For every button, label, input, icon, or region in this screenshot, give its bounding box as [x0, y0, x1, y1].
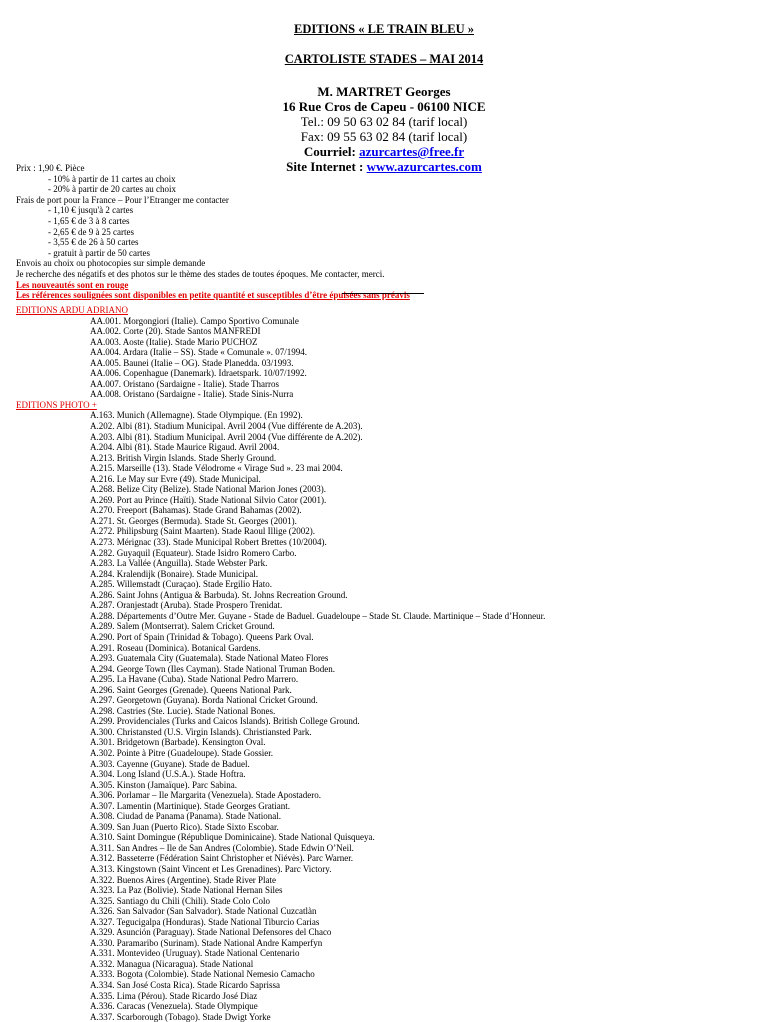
email-link[interactable]: azurcartes@free.fr — [359, 144, 465, 159]
section-heading: EDITIONS ARDU ADRIANO — [16, 305, 128, 315]
catalog-list — [16, 305, 756, 1022]
catalog-item: A.203. Albi (81). Stadium Municipal. Avril 2004 (Vue différente de A.202). — [90, 431, 363, 442]
catalog-item: A.332. Managua (Nicaragua). Stade National — [90, 958, 254, 969]
catalog-item: A.313. Kingstown (Saint Vincent et Les Grenadines). Parc Victory. — [90, 863, 332, 874]
catalog-item: A.337. Scarborough (Tobago). Stade Dwigt Yorke — [90, 1011, 271, 1022]
catalog-item: A.294. George Town (Iles Cayman). Stade National Truman Boden. — [90, 663, 336, 674]
document-subtitle: CARTOLISTE STADES – MAI 2014 — [284, 52, 484, 66]
catalog-item: A.330. Paramaribo (Surinam). Stade National Andre Kamperfyn — [90, 937, 323, 948]
catalog-item: AA.006. Copenhague (Danemark). Idraetspark. 10/07/1992. — [90, 368, 307, 379]
catalog-item: A.298. Castries (Ste. Lucie). Stade National Bones. — [90, 705, 276, 716]
catalog-item: A.295. La Havane (Cuba). Stade National Pedro Marrero. — [90, 674, 299, 685]
catalog-item: A.302. Pointe à Pitre (Guadeloupe). Stade Gossier. — [90, 747, 273, 758]
contact-email-line — [0, 144, 768, 159]
catalog-item: A.309. San Juan (Puerto Rico). Stade Sixto Escobar. — [90, 821, 279, 832]
catalog-item: A.336. Caracas (Venezuela). Stade Olympique — [90, 1001, 258, 1012]
document-title: EDITIONS « LE TRAIN BLEU » — [293, 22, 475, 36]
price-line: Prix : 1,90 €. Pièce — [16, 163, 85, 173]
section-heading: EDITIONS PHOTO + — [16, 399, 97, 410]
catalog-item: A.282. Guyaquil (Equateur). Stade Isidro Romero Carbo. — [90, 547, 297, 558]
catalog-item: A.270. Freeport (Bahamas). Stade Grand Bahamas (2002). — [90, 505, 302, 516]
research-line: Je recherche des négatifs et des photos sur le thème des stades de toutes époques. Me contacter, merci. — [16, 268, 385, 279]
catalog-item: A.329. Asunción (Paraguay). Stade National Defensores del Chaco — [90, 927, 332, 938]
catalog-item: A.204. Albi (81). Stade Maurice Rigaud. Avril 2004. — [90, 442, 280, 453]
contact-name: M. MARTRET Georges — [317, 84, 451, 99]
catalog-item: A.271. St. Georges (Bermuda). Stade St. Georges (2001). — [90, 515, 297, 526]
catalog-item: A.300. Christansted (U.S. Virgin Islands). Christiansted Park. — [90, 726, 312, 737]
catalog-item: A.297. Georgetown (Guyana). Borda National Cricket Ground. — [90, 695, 318, 706]
shipping-rate: - 3,55 € de 26 à 50 cartes — [48, 237, 139, 248]
catalog-item: A.290. Port of Spain (Trinidad & Tobago). Queens Park Oval. — [90, 631, 314, 642]
separator-rule — [342, 293, 424, 294]
catalog-item: A.326. San Salvador (San Salvador). Stade National Cuzcatlàn — [90, 906, 317, 917]
contact-address: 16 Rue Cros de Capeu - 06100 NICE — [282, 99, 486, 114]
catalog-item: A.306. Porlamar – Ile Margarita (Venezuela). Stade Apostadero. — [90, 790, 322, 801]
catalog-item: A.304. Long Island (U.S.A.). Stade Hoftra. — [90, 769, 246, 780]
contact-fax: Fax: 09 55 63 02 84 (tarif local) — [300, 129, 468, 144]
catalog-item: A.163. Munich (Allemagne). Stade Olympique. (En 1992). — [90, 410, 303, 421]
catalog-item: A.335. Lima (Pérou). Stade Ricardo José Diaz — [90, 990, 258, 1001]
catalog-item: A.305. Kinston (Jamaïque). Parc Sabina. — [90, 779, 237, 790]
catalog-item: A.303. Cayenne (Guyane). Stade de Baduel. — [90, 758, 250, 769]
catalog-item: A.272. Philipsburg (Saint Maarten). Stade Raoul Illige (2002). — [90, 526, 316, 537]
new-items-note: Les nouveautés sont en rouge — [16, 279, 129, 290]
catalog-item: A.325. Santiago du Chili (Chili). Stade Colo Colo — [90, 895, 270, 906]
approval-line: Envois au choix ou photocopies sur simple demande — [16, 258, 206, 269]
catalog-item: AA.007. Oristano (Sardaigne - Italie). Stade Tharros — [90, 378, 280, 389]
catalog-item: A.287. Oranjestadt (Aruba). Stade Prospero Trenidat. — [90, 600, 283, 611]
website-link[interactable]: www.azurcartes.com — [366, 159, 482, 174]
catalog-item: A.310. Saint Domingue (République Dominicaine). Stade National Quisqueya. — [90, 832, 375, 843]
catalog-item: AA.004. Ardara (Italie – SS). Stade « Comunale ». 07/1994. — [90, 347, 307, 358]
catalog-item: A.202. Albi (81). Stadium Municipal. Avril 2004 (Vue différente de A.203). — [90, 421, 363, 432]
contact-tel: Tel.: 09 50 63 02 84 (tarif local) — [300, 114, 468, 129]
catalog-item: A.284. Kralendijk (Bonaire). Stade Municipal. — [90, 568, 258, 579]
shipping-rate: - 2,65 € de 9 à 25 cartes — [48, 226, 134, 237]
catalog-item: A.331. Montevideo (Uruguay). Stade National Centenario — [90, 948, 300, 959]
catalog-item: A.293. Guatemala City (Guatemala). Stade National Mateo Flores — [90, 653, 329, 664]
info-block — [16, 163, 756, 301]
discount-line: - 20% à partir de 20 cartes au choix — [48, 184, 176, 195]
catalog-item: A.285. Willemstadt (Curaçao). Stade Ergilio Hato. — [90, 579, 273, 590]
catalog-item: AA.001. Morgongiori (Italie). Campo Sportivo Comunale — [90, 315, 299, 326]
catalog-item: AA.002. Corte (20). Stade Santos MANFREDI — [90, 326, 261, 337]
shipping-rate: - gratuit à partir de 50 cartes — [48, 247, 150, 258]
catalog-item: AA.008. Oristano (Sardaigne - Italie). Stade Sinis-Nurra — [90, 389, 294, 400]
catalog-item: A.269. Port au Prince (Haïti). Stade National Silvio Cator (2001). — [90, 494, 327, 505]
catalog-item: A.286. Saint Johns (Antigua & Barbuda). St. Johns Recreation Ground. — [90, 589, 348, 600]
contact-email-label: Courriel: — [303, 144, 360, 159]
catalog-item: A.268. Belize City (Belize). Stade National Marion Jones (2003). — [90, 484, 326, 495]
contact-website-label: Site Internet : — [286, 159, 367, 174]
catalog-item: A.283. La Vallée (Anguilla). Stade Webster Park. — [90, 558, 268, 569]
discount-line: - 10% à partir de 11 cartes au choix — [48, 173, 176, 184]
catalog-item: A.296. Saint Georges (Grenade). Queens National Park. — [90, 684, 292, 695]
shipping-line: Frais de port pour la France – Pour l’Etranger me contacter — [16, 194, 229, 205]
catalog-item: A.288. Départements d’Outre Mer. Guyane - Stade de Baduel. Guadeloupe – Stade St. Claude. Martinique – Stade d’Honneur. — [90, 610, 546, 621]
catalog-item: A.289. Salem (Montserrat). Salem Cricket Ground. — [90, 621, 275, 632]
catalog-item: A.273. Mérignac (33). Stade Municipal Robert Brettes (10/2004). — [90, 537, 327, 548]
shipping-rate: - 1,65 € de 3 à 8 cartes — [48, 215, 130, 226]
catalog-item: A.291. Roseau (Dominica). Botanical Gardens. — [90, 642, 261, 653]
catalog-item: A.322. Buenos Aires (Argentine). Stade River Plate — [90, 874, 277, 885]
limited-items-note: Les références soulignées sont disponibles en petite quantité et susceptibles d’être épuisées sans préavis — [16, 290, 410, 301]
catalog-item: A.307. Lamentin (Martinique). Stade Georges Gratiant. — [90, 800, 291, 811]
catalog-item: A.327. Tegucigalpa (Honduras). Stade National Tiburcio Carias — [90, 916, 320, 927]
catalog-item: A.215. Marseille (13). Stade Vélodrome « Virage Sud ». 23 mai 2004. — [90, 463, 343, 474]
catalog-item: A.299. Providenciales (Turks and Caicos Islands). British College Ground. — [90, 716, 360, 727]
catalog-item: A.333. Bogota (Colombie). Stade National Nemesio Camacho — [90, 969, 315, 980]
catalog-item: A.323. La Paz (Bolivie). Stade National Hernan Siles — [90, 885, 283, 896]
catalog-item: A.312. Basseterre (Fédération Saint Christopher et Niévès). Parc Warner. — [90, 853, 354, 864]
catalog-item: AA.005. Baunei (Italie – OG). Stade Planedda. 03/1993. — [90, 357, 294, 368]
catalog-item: A.334. San José Costa Rica). Stade Ricardo Saprissa — [90, 980, 280, 990]
catalog-item: A.308. Ciudad de Panama (Panama). Stade National. — [90, 811, 281, 822]
catalog-item: A.311. San Andres – Ile de San Andres (Colombie). Stade Edwin O’Neil. — [90, 842, 354, 853]
catalog-item: A.213. British Virgin Islands. Stade Sherly Ground. — [90, 452, 277, 463]
contact-block — [0, 84, 768, 174]
shipping-rate: - 1,10 € jusqu'à 2 cartes — [48, 205, 134, 216]
catalog-item: A.301. Bridgetown (Barbade). Kensington Oval. — [90, 737, 266, 748]
catalog-item: A.216. Le May sur Evre (49). Stade Municipal. — [90, 473, 261, 484]
catalog-item: AA.003. Aoste (Italie). Stade Mario PUCHOZ — [90, 336, 258, 347]
